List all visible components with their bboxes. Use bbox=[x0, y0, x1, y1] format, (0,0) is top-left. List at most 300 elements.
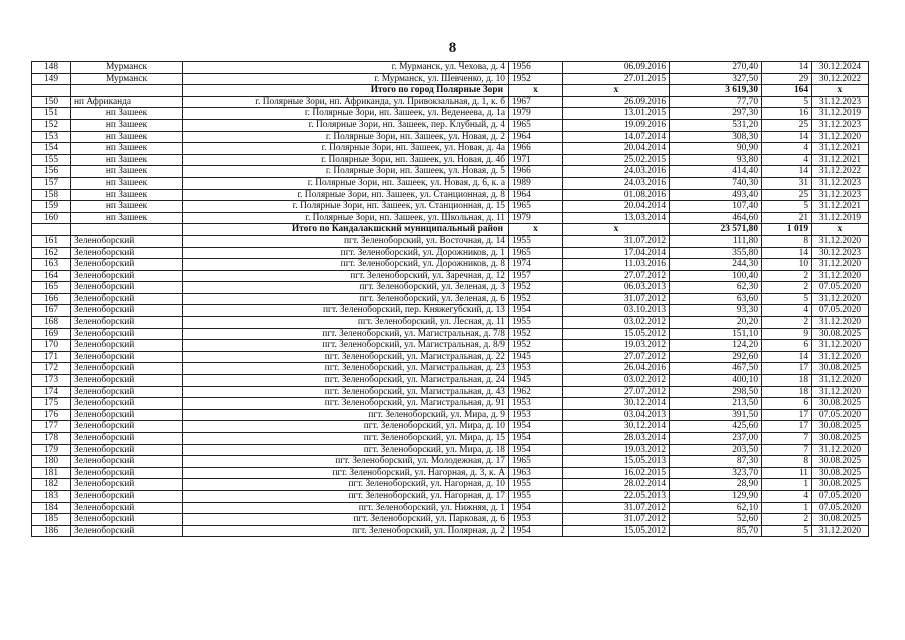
deadline-cell: 30.08.2025 bbox=[812, 421, 869, 433]
build-year-cell: 1967 bbox=[509, 96, 563, 108]
build-year-cell: 1971 bbox=[509, 154, 563, 166]
row-number: 157 bbox=[32, 177, 71, 189]
subtotal-label: Итого по город Полярные Зори bbox=[183, 85, 509, 97]
row-number: 185 bbox=[32, 514, 71, 526]
count-cell: 14 bbox=[762, 166, 812, 178]
count-cell: 9 bbox=[762, 328, 812, 340]
deadline-cell: 07.05.2020 bbox=[812, 282, 869, 294]
row-number: 178 bbox=[32, 433, 71, 445]
count-cell: 14 bbox=[762, 131, 812, 143]
date-cell: 30.12.2014 bbox=[563, 421, 670, 433]
build-year-cell: 1952 bbox=[509, 328, 563, 340]
settlement-cell: Зеленоборский bbox=[71, 270, 183, 282]
build-year-cell: 1966 bbox=[509, 166, 563, 178]
settlement-cell: нп Зашеек bbox=[71, 177, 183, 189]
area-cell: 52,60 bbox=[670, 514, 762, 526]
build-year-cell: 1952 bbox=[509, 73, 563, 85]
area-cell: 327,50 bbox=[670, 73, 762, 85]
deadline-cell: 07.05.2020 bbox=[812, 409, 869, 421]
row-number: 161 bbox=[32, 235, 71, 247]
date-cell: 17.04.2014 bbox=[563, 247, 670, 259]
table-row bbox=[32, 490, 869, 502]
build-year-cell: 1965 bbox=[509, 456, 563, 468]
build-year-cell: 1957 bbox=[509, 270, 563, 282]
deadline-cell: 31.12.2019 bbox=[812, 108, 869, 120]
row-number: 179 bbox=[32, 444, 71, 456]
date-cell: 16.02.2015 bbox=[563, 467, 670, 479]
row-number: 175 bbox=[32, 398, 71, 410]
settlement-cell: Зеленоборский bbox=[71, 514, 183, 526]
count-cell: 14 bbox=[762, 247, 812, 259]
deadline-cell: 31.12.2020 bbox=[812, 317, 869, 329]
build-year-cell: 1952 bbox=[509, 293, 563, 305]
date-cell: 28.03.2014 bbox=[563, 433, 670, 445]
date-cell: 01.08.2016 bbox=[563, 189, 670, 201]
table-row bbox=[32, 386, 869, 398]
table-row bbox=[32, 514, 869, 526]
deadline-cell: 30.08.2025 bbox=[812, 467, 869, 479]
table-row bbox=[32, 247, 869, 259]
count-cell: 18 bbox=[762, 386, 812, 398]
table-row bbox=[32, 96, 869, 108]
area-cell: 124,20 bbox=[670, 340, 762, 352]
area-cell: 62,30 bbox=[670, 282, 762, 294]
date-cell: 30.12.2014 bbox=[563, 398, 670, 410]
table-row bbox=[32, 317, 869, 329]
build-year-cell: 1953 bbox=[509, 514, 563, 526]
table-row bbox=[32, 201, 869, 213]
count-cell: 4 bbox=[762, 490, 812, 502]
address-cell: г. Полярные Зори, нп. Зашеек, ул. Новая, д. 4б bbox=[183, 154, 509, 166]
address-cell: пгт. Зеленоборский, ул. Восточная, д. 14 bbox=[183, 235, 509, 247]
deadline-cell: 31.12.2020 bbox=[812, 444, 869, 456]
address-cell: пгт. Зеленоборский, ул. Молодежная, д. 17 bbox=[183, 456, 509, 468]
date-cell: 03.02.2012 bbox=[563, 317, 670, 329]
subtotal-date: х bbox=[563, 85, 670, 97]
build-year-cell: 1965 bbox=[509, 119, 563, 131]
settlement-cell: нп Зашеек bbox=[71, 189, 183, 201]
row-number: 153 bbox=[32, 131, 71, 143]
settlement-cell: Зеленоборский bbox=[71, 386, 183, 398]
subtotal-year: х bbox=[509, 85, 563, 97]
row-number: 162 bbox=[32, 247, 71, 259]
deadline-cell: 31.12.2020 bbox=[812, 259, 869, 271]
row-number: 168 bbox=[32, 317, 71, 329]
deadline-cell: 07.05.2020 bbox=[812, 490, 869, 502]
table-row bbox=[32, 293, 869, 305]
settlement-cell: Зеленоборский bbox=[71, 351, 183, 363]
area-cell: 425,60 bbox=[670, 421, 762, 433]
date-cell: 03.04.2013 bbox=[563, 409, 670, 421]
row-number: 176 bbox=[32, 409, 71, 421]
subtotal-count: 164 bbox=[762, 85, 812, 97]
count-cell: 14 bbox=[762, 351, 812, 363]
row-number: 169 bbox=[32, 328, 71, 340]
address-cell: г. Полярные Зори, нп. Зашеек, пер. Клубный, д. 4 bbox=[183, 119, 509, 131]
build-year-cell: 1974 bbox=[509, 259, 563, 271]
count-cell: 18 bbox=[762, 375, 812, 387]
count-cell: 4 bbox=[762, 143, 812, 155]
build-year-cell: 1954 bbox=[509, 525, 563, 537]
build-year-cell: 1954 bbox=[509, 444, 563, 456]
settlement-cell: Зеленоборский bbox=[71, 456, 183, 468]
build-year-cell: 1965 bbox=[509, 247, 563, 259]
row-number: 184 bbox=[32, 502, 71, 514]
address-cell: г. Полярные Зори, нп. Зашеек, ул. Новая, д. 2 bbox=[183, 131, 509, 143]
settlement-cell: Зеленоборский bbox=[71, 305, 183, 317]
build-year-cell: 1979 bbox=[509, 212, 563, 224]
table-row bbox=[32, 398, 869, 410]
date-cell: 15.05.2013 bbox=[563, 456, 670, 468]
count-cell: 17 bbox=[762, 409, 812, 421]
subtotal-blank-cell bbox=[71, 224, 183, 236]
row-number: 182 bbox=[32, 479, 71, 491]
settlement-cell: нп Зашеек bbox=[71, 143, 183, 155]
count-cell: 31 bbox=[762, 177, 812, 189]
table-row bbox=[32, 409, 869, 421]
date-cell: 19.03.2012 bbox=[563, 444, 670, 456]
area-cell: 77,70 bbox=[670, 96, 762, 108]
subtotal-year: х bbox=[509, 224, 563, 236]
housing-register-table bbox=[31, 61, 869, 537]
table-row bbox=[32, 154, 869, 166]
table-row bbox=[32, 189, 869, 201]
deadline-cell: 30.12.2023 bbox=[812, 247, 869, 259]
area-cell: 111,80 bbox=[670, 235, 762, 247]
settlement-cell: Зеленоборский bbox=[71, 375, 183, 387]
count-cell: 16 bbox=[762, 108, 812, 120]
build-year-cell: 1954 bbox=[509, 421, 563, 433]
subtotal-row bbox=[32, 85, 869, 97]
area-cell: 531,20 bbox=[670, 119, 762, 131]
address-cell: пгт. Зеленоборский, пер. Княжегубский, д. 13 bbox=[183, 305, 509, 317]
date-cell: 06.03.2013 bbox=[563, 282, 670, 294]
page-number: 8 bbox=[448, 40, 457, 56]
settlement-cell: нп Зашеек bbox=[71, 166, 183, 178]
count-cell: 2 bbox=[762, 514, 812, 526]
area-cell: 298,50 bbox=[670, 386, 762, 398]
address-cell: г. Полярные Зори, нп. Зашеек, ул. Новая, д. 5 bbox=[183, 166, 509, 178]
count-cell: 7 bbox=[762, 433, 812, 445]
address-cell: г. Полярные Зори, нп. Зашеек, ул. Школьная, д. 11 bbox=[183, 212, 509, 224]
table-row bbox=[32, 502, 869, 514]
area-cell: 270,40 bbox=[670, 62, 762, 74]
count-cell: 5 bbox=[762, 201, 812, 213]
row-number: 166 bbox=[32, 293, 71, 305]
date-cell: 26.04.2016 bbox=[563, 363, 670, 375]
build-year-cell: 1955 bbox=[509, 317, 563, 329]
date-cell: 27.07.2012 bbox=[563, 351, 670, 363]
date-cell: 24.03.2016 bbox=[563, 177, 670, 189]
table-row bbox=[32, 421, 869, 433]
address-cell: пгт. Зеленоборский, ул. Мира, д. 9 bbox=[183, 409, 509, 421]
count-cell: 7 bbox=[762, 444, 812, 456]
deadline-cell: 30.08.2025 bbox=[812, 433, 869, 445]
address-cell: г. Полярные Зори, нп. Зашеек, ул. Станционная, д. 15 bbox=[183, 201, 509, 213]
address-cell: пгт. Зеленоборский, ул. Нижняя, д. 1 bbox=[183, 502, 509, 514]
deadline-cell: 30.08.2025 bbox=[812, 456, 869, 468]
deadline-cell: 31.12.2020 bbox=[812, 293, 869, 305]
table-row bbox=[32, 456, 869, 468]
settlement-cell: Зеленоборский bbox=[71, 235, 183, 247]
date-cell: 22.05.2013 bbox=[563, 490, 670, 502]
settlement-cell: нп Зашеек bbox=[71, 201, 183, 213]
area-cell: 740,30 bbox=[670, 177, 762, 189]
settlement-cell: Зеленоборский bbox=[71, 525, 183, 537]
subtotal-blank-cell bbox=[32, 85, 71, 97]
row-number: 181 bbox=[32, 467, 71, 479]
build-year-cell: 1953 bbox=[509, 409, 563, 421]
row-number: 155 bbox=[32, 154, 71, 166]
deadline-cell: 30.08.2025 bbox=[812, 363, 869, 375]
build-year-cell: 1962 bbox=[509, 386, 563, 398]
area-cell: 464,60 bbox=[670, 212, 762, 224]
area-cell: 87,30 bbox=[670, 456, 762, 468]
address-cell: г. Полярные Зори, нп. Зашеек, ул. Новая, д. 4а bbox=[183, 143, 509, 155]
settlement-cell: Зеленоборский bbox=[71, 479, 183, 491]
date-cell: 31.07.2012 bbox=[563, 514, 670, 526]
subtotal-blank-cell bbox=[32, 224, 71, 236]
table-row bbox=[32, 131, 869, 143]
area-cell: 323,70 bbox=[670, 467, 762, 479]
build-year-cell: 1952 bbox=[509, 282, 563, 294]
count-cell: 6 bbox=[762, 340, 812, 352]
settlement-cell: Мурманск bbox=[71, 73, 183, 85]
area-cell: 414,40 bbox=[670, 166, 762, 178]
table-row bbox=[32, 305, 869, 317]
settlement-cell: Зеленоборский bbox=[71, 433, 183, 445]
area-cell: 93,30 bbox=[670, 305, 762, 317]
table-row bbox=[32, 328, 869, 340]
build-year-cell: 1953 bbox=[509, 363, 563, 375]
deadline-cell: 30.08.2025 bbox=[812, 328, 869, 340]
settlement-cell: Зеленоборский bbox=[71, 444, 183, 456]
area-cell: 63,60 bbox=[670, 293, 762, 305]
build-year-cell: 1989 bbox=[509, 177, 563, 189]
address-cell: г. Полярные Зори, нп. Зашеек, ул. Новая, д. 6, к. а bbox=[183, 177, 509, 189]
address-cell: пгт. Зеленоборский, ул. Зеленая, д. 3 bbox=[183, 282, 509, 294]
count-cell: 21 bbox=[762, 212, 812, 224]
settlement-cell: Зеленоборский bbox=[71, 409, 183, 421]
count-cell: 11 bbox=[762, 467, 812, 479]
deadline-cell: 31.12.2023 bbox=[812, 177, 869, 189]
date-cell: 15.05.2012 bbox=[563, 328, 670, 340]
deadline-cell: 31.12.2023 bbox=[812, 119, 869, 131]
area-cell: 355,80 bbox=[670, 247, 762, 259]
address-cell: пгт. Зеленоборский, ул. Полярная, д. 2 bbox=[183, 525, 509, 537]
area-cell: 237,00 bbox=[670, 433, 762, 445]
settlement-cell: нп Зашеек bbox=[71, 212, 183, 224]
row-number: 173 bbox=[32, 375, 71, 387]
table-row bbox=[32, 166, 869, 178]
address-cell: пгт. Зеленоборский, ул. Магистральная, д. 91 bbox=[183, 398, 509, 410]
settlement-cell: Зеленоборский bbox=[71, 502, 183, 514]
build-year-cell: 1956 bbox=[509, 62, 563, 74]
count-cell: 2 bbox=[762, 282, 812, 294]
settlement-cell: Зеленоборский bbox=[71, 363, 183, 375]
count-cell: 8 bbox=[762, 235, 812, 247]
date-cell: 20.04.2014 bbox=[563, 143, 670, 155]
subtotal-row bbox=[32, 224, 869, 236]
address-cell: пгт. Зеленоборский, ул. Зеленая, д. 6 bbox=[183, 293, 509, 305]
table-row bbox=[32, 62, 869, 74]
subtotal-label: Итого по Кандалакшский муниципальный район bbox=[183, 224, 509, 236]
count-cell: 5 bbox=[762, 525, 812, 537]
subtotal-count: 1 019 bbox=[762, 224, 812, 236]
row-number: 150 bbox=[32, 96, 71, 108]
date-cell: 27.01.2015 bbox=[563, 73, 670, 85]
build-year-cell: 1945 bbox=[509, 351, 563, 363]
address-cell: пгт. Зеленоборский, ул. Мира, д. 10 bbox=[183, 421, 509, 433]
deadline-cell: 31.12.2020 bbox=[812, 525, 869, 537]
row-number: 163 bbox=[32, 259, 71, 271]
date-cell: 15.05.2012 bbox=[563, 525, 670, 537]
date-cell: 19.03.2012 bbox=[563, 340, 670, 352]
settlement-cell: нп Африканда bbox=[71, 96, 183, 108]
row-number: 159 bbox=[32, 201, 71, 213]
settlement-cell: Зеленоборский bbox=[71, 247, 183, 259]
area-cell: 20,20 bbox=[670, 317, 762, 329]
table-row bbox=[32, 259, 869, 271]
table-row bbox=[32, 444, 869, 456]
row-number: 149 bbox=[32, 73, 71, 85]
area-cell: 107,40 bbox=[670, 201, 762, 213]
row-number: 151 bbox=[32, 108, 71, 120]
row-number: 152 bbox=[32, 119, 71, 131]
deadline-cell: 30.08.2025 bbox=[812, 514, 869, 526]
deadline-cell: 31.12.2020 bbox=[812, 131, 869, 143]
address-cell: пгт. Зеленоборский, ул. Парковая, д. 6 bbox=[183, 514, 509, 526]
settlement-cell: нп Зашеек bbox=[71, 131, 183, 143]
row-number: 165 bbox=[32, 282, 71, 294]
count-cell: 5 bbox=[762, 96, 812, 108]
table-row bbox=[32, 363, 869, 375]
settlement-cell: нп Зашеек bbox=[71, 108, 183, 120]
deadline-cell: 31.12.2021 bbox=[812, 143, 869, 155]
address-cell: пгт. Зеленоборский, ул. Нагорная, д. 17 bbox=[183, 490, 509, 502]
area-cell: 308,30 bbox=[670, 131, 762, 143]
date-cell: 31.07.2012 bbox=[563, 293, 670, 305]
table-body bbox=[32, 62, 869, 537]
build-year-cell: 1966 bbox=[509, 143, 563, 155]
build-year-cell: 1945 bbox=[509, 375, 563, 387]
build-year-cell: 1963 bbox=[509, 467, 563, 479]
count-cell: 5 bbox=[762, 293, 812, 305]
row-number: 154 bbox=[32, 143, 71, 155]
build-year-cell: 1954 bbox=[509, 502, 563, 514]
deadline-cell: 31.12.2020 bbox=[812, 375, 869, 387]
count-cell: 8 bbox=[762, 456, 812, 468]
area-cell: 467,50 bbox=[670, 363, 762, 375]
count-cell: 17 bbox=[762, 421, 812, 433]
area-cell: 292,60 bbox=[670, 351, 762, 363]
count-cell: 4 bbox=[762, 305, 812, 317]
count-cell: 10 bbox=[762, 259, 812, 271]
address-cell: пгт. Зеленоборский, ул. Магистральная, д. 24 bbox=[183, 375, 509, 387]
area-cell: 213,50 bbox=[670, 398, 762, 410]
deadline-cell: 31.12.2020 bbox=[812, 386, 869, 398]
date-cell: 27.07.2012 bbox=[563, 386, 670, 398]
deadline-cell: 31.12.2020 bbox=[812, 351, 869, 363]
row-number: 160 bbox=[32, 212, 71, 224]
row-number: 186 bbox=[32, 525, 71, 537]
subtotal-term: х bbox=[812, 224, 869, 236]
address-cell: пгт. Зеленоборский, ул. Нагорная, д. 3, к. А bbox=[183, 467, 509, 479]
table-row bbox=[32, 73, 869, 85]
date-cell: 13.01.2015 bbox=[563, 108, 670, 120]
table-row bbox=[32, 119, 869, 131]
area-cell: 100,40 bbox=[670, 270, 762, 282]
area-cell: 93,80 bbox=[670, 154, 762, 166]
table-row bbox=[32, 282, 869, 294]
subtotal-date: х bbox=[563, 224, 670, 236]
settlement-cell: нп Зашеек bbox=[71, 154, 183, 166]
settlement-cell: Зеленоборский bbox=[71, 259, 183, 271]
deadline-cell: 31.12.2020 bbox=[812, 340, 869, 352]
deadline-cell: 07.05.2020 bbox=[812, 502, 869, 514]
settlement-cell: Зеленоборский bbox=[71, 421, 183, 433]
date-cell: 27.07.2012 bbox=[563, 270, 670, 282]
address-cell: г. Мурманск, ул. Шевченко, д. 10 bbox=[183, 73, 509, 85]
date-cell: 26.09.2016 bbox=[563, 96, 670, 108]
table-row bbox=[32, 433, 869, 445]
subtotal-term: х bbox=[812, 85, 869, 97]
count-cell: 29 bbox=[762, 73, 812, 85]
build-year-cell: 1964 bbox=[509, 131, 563, 143]
count-cell: 1 bbox=[762, 502, 812, 514]
count-cell: 25 bbox=[762, 119, 812, 131]
date-cell: 03.10.2013 bbox=[563, 305, 670, 317]
area-cell: 28,90 bbox=[670, 479, 762, 491]
settlement-cell: Зеленоборский bbox=[71, 328, 183, 340]
row-number: 148 bbox=[32, 62, 71, 74]
area-cell: 244,30 bbox=[670, 259, 762, 271]
address-cell: пгт. Зеленоборский, ул. Дорожников, д. 8 bbox=[183, 259, 509, 271]
build-year-cell: 1955 bbox=[509, 479, 563, 491]
table-row bbox=[32, 340, 869, 352]
area-cell: 400,10 bbox=[670, 375, 762, 387]
date-cell: 14.07.2014 bbox=[563, 131, 670, 143]
row-number: 167 bbox=[32, 305, 71, 317]
address-cell: пгт. Зеленоборский, ул. Лесная, д. 11 bbox=[183, 317, 509, 329]
address-cell: г. Полярные Зори, нп. Зашеек, ул. Станционная, д. 8 bbox=[183, 189, 509, 201]
row-number: 180 bbox=[32, 456, 71, 468]
settlement-cell: Зеленоборский bbox=[71, 467, 183, 479]
table-row bbox=[32, 525, 869, 537]
date-cell: 13.03.2014 bbox=[563, 212, 670, 224]
deadline-cell: 31.12.2022 bbox=[812, 166, 869, 178]
settlement-cell: нп Зашеек bbox=[71, 119, 183, 131]
date-cell: 31.07.2012 bbox=[563, 235, 670, 247]
address-cell: пгт. Зеленоборский, ул. Мира, д. 18 bbox=[183, 444, 509, 456]
count-cell: 4 bbox=[762, 154, 812, 166]
count-cell: 6 bbox=[762, 398, 812, 410]
subtotal-area: 23 571,80 bbox=[670, 224, 762, 236]
settlement-cell: Зеленоборский bbox=[71, 340, 183, 352]
count-cell: 1 bbox=[762, 479, 812, 491]
area-cell: 391,50 bbox=[670, 409, 762, 421]
address-cell: пгт. Зеленоборский, ул. Дорожников, д. 1 bbox=[183, 247, 509, 259]
settlement-cell: Зеленоборский bbox=[71, 282, 183, 294]
deadline-cell: 31.12.2020 bbox=[812, 270, 869, 282]
area-cell: 297,30 bbox=[670, 108, 762, 120]
table-row bbox=[32, 235, 869, 247]
area-cell: 90,90 bbox=[670, 143, 762, 155]
row-number: 170 bbox=[32, 340, 71, 352]
address-cell: пгт. Зеленоборский, ул. Мира, д. 15 bbox=[183, 433, 509, 445]
deadline-cell: 31.12.2021 bbox=[812, 201, 869, 213]
deadline-cell: 30.08.2025 bbox=[812, 398, 869, 410]
